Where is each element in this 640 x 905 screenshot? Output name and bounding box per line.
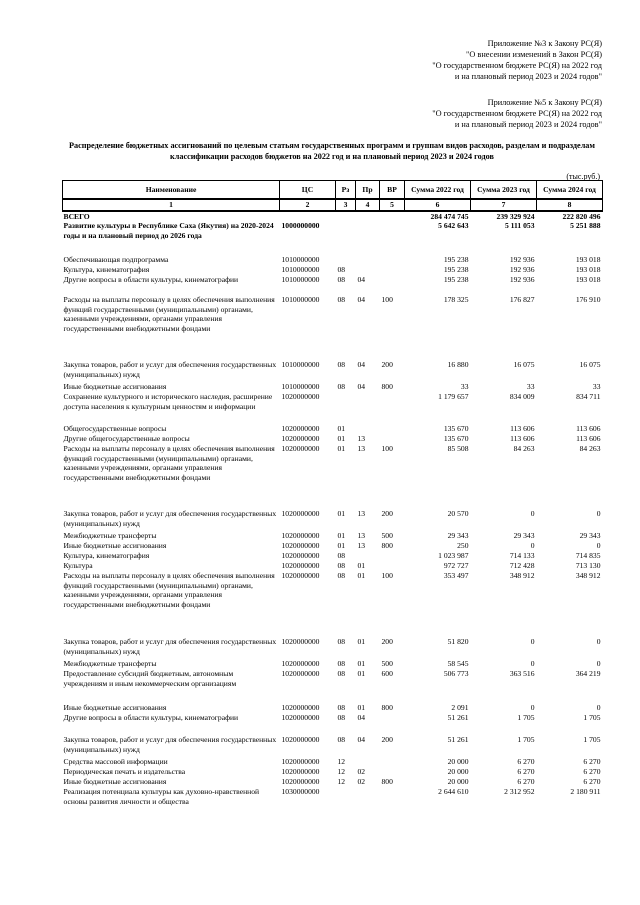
- row-sum-2023: 6 270: [517, 767, 535, 777]
- row-name: Закупка товаров, работ и услуг для обеспечения государственных (муниципальных) нужд: [63, 509, 277, 528]
- row-sum-2022: 178 325: [443, 295, 469, 305]
- table-row: [63, 541, 603, 551]
- row-vr: 200: [381, 637, 393, 647]
- appendix-line: и на плановый период 2023 и 2024 годов": [454, 120, 602, 129]
- row-sum-2022: 506 773: [443, 669, 469, 679]
- column-number: 2: [280, 199, 336, 211]
- row-rz: 08: [337, 265, 346, 275]
- row-sum-2023: 0: [530, 659, 535, 669]
- table-row: [63, 637, 603, 659]
- row-cs: 1020000000: [281, 713, 320, 723]
- row-name: Иные бюджетные ассигнования: [63, 777, 167, 787]
- row-rz: 08: [337, 275, 346, 285]
- table-row: [63, 255, 603, 265]
- row-cs: 1020000000: [281, 767, 320, 777]
- row-vr: [380, 255, 405, 265]
- row-rz: 08: [337, 637, 346, 647]
- row-cs: 1010000000: [281, 295, 320, 305]
- row-name: Периодическая печать и издательства: [63, 767, 186, 777]
- column-header: Пр: [356, 181, 380, 200]
- row-sum-2024: 0: [596, 541, 601, 551]
- row-name: Предоставление субсидий бюджетным, автономным учреждениям и иным некоммерческим организациям: [63, 669, 237, 688]
- table-row: [63, 265, 603, 275]
- column-number: 1: [63, 199, 280, 211]
- row-sum-2023: 1 705: [517, 713, 535, 723]
- row-sum-2024: 1 705: [583, 713, 601, 723]
- row-sum-2023: 239 329 924: [496, 211, 535, 221]
- row-cs: 1020000000: [281, 551, 320, 561]
- row-sum-2022: 250: [457, 541, 469, 551]
- row-sum-2024: 176 910: [575, 295, 601, 305]
- row-rz: 12: [337, 767, 346, 777]
- row-cs: 1010000000: [281, 265, 320, 275]
- row-name: Расходы на выплаты персоналу в целях обеспечения выполнения функций государственными (муниципальными) органами, казенными учреждениями, органами управления государственными внебюджетными фондами: [63, 295, 275, 333]
- appendix-line: Приложение №5 к Закону РС(Я): [487, 98, 602, 107]
- row-vr: [380, 221, 405, 255]
- table-row: [63, 211, 603, 222]
- row-rz: 08: [337, 703, 346, 713]
- row-pr: [356, 551, 380, 561]
- row-cs: 1020000000: [281, 434, 320, 444]
- row-sum-2023: 714 133: [509, 551, 535, 561]
- row-rz: [336, 787, 356, 809]
- row-rz: 08: [337, 382, 346, 392]
- appendix-line: Приложение №3 к Закону РС(Я): [487, 39, 602, 48]
- row-cs: 1020000000: [281, 444, 320, 454]
- row-rz: 12: [337, 757, 346, 767]
- row-sum-2023: 5 111 053: [504, 221, 535, 231]
- table-row: [63, 551, 603, 561]
- row-cs: 1020000000: [281, 637, 320, 647]
- row-name: Другие вопросы в области культуры, кинематографии: [63, 275, 239, 285]
- row-sum-2023: 29 343: [513, 531, 535, 541]
- row-sum-2024: 713 130: [575, 561, 601, 571]
- row-pr: 01: [357, 669, 366, 679]
- row-vr: [380, 211, 405, 222]
- row-sum-2024: 16 075: [579, 360, 601, 370]
- row-name: Развитие культуры в Республике Саха (Якутия) на 2020-2024 годы и на плановый период до 2026 года: [63, 221, 274, 240]
- row-pr: 01: [357, 703, 366, 713]
- row-sum-2024: 0: [596, 509, 601, 519]
- row-sum-2024: 348 912: [575, 571, 601, 581]
- row-vr: 600: [381, 669, 393, 679]
- row-rz: [336, 211, 356, 222]
- row-cs: 1020000000: [281, 703, 320, 713]
- row-rz: 08: [337, 659, 346, 669]
- row-sum-2022: 972 727: [443, 561, 469, 571]
- column-number: 4: [356, 199, 380, 211]
- row-pr: [356, 424, 380, 434]
- row-vr: 800: [381, 777, 393, 787]
- row-rz: 01: [337, 444, 346, 454]
- row-sum-2023: 6 270: [517, 777, 535, 787]
- row-pr: 04: [357, 295, 366, 305]
- row-cs: 1020000000: [281, 392, 320, 402]
- row-cs: 1020000000: [281, 509, 320, 519]
- column-number: 5: [380, 199, 405, 211]
- row-name: Межбюджетные трансферты: [63, 659, 157, 669]
- row-pr: 04: [357, 713, 366, 723]
- table-row: [63, 757, 603, 767]
- row-rz: 01: [337, 424, 346, 434]
- row-name: Культура, кинематография: [63, 551, 150, 561]
- row-name: Расходы на выплаты персоналу в целях обеспечения выполнения функций государственными (муниципальными) органами, казенными учреждениями, органами управления государственными внебюджетными фондами: [63, 571, 275, 609]
- row-cs: [280, 211, 336, 222]
- document-title: Распределение бюджетных ассигнований по целевым статьям государственных программ и группам видов расходов, разделам и подразделам классификации расходов бюджетов на 2022 год и на плановый период 2023 и 2024 годов: [69, 141, 595, 161]
- column-number-row: [63, 199, 603, 211]
- row-pr: 02: [357, 777, 366, 787]
- row-vr: [380, 787, 405, 809]
- row-sum-2022: 5 642 643: [438, 221, 469, 231]
- row-sum-2024: 364 219: [575, 669, 601, 679]
- row-vr: 200: [381, 735, 393, 745]
- row-vr: 100: [381, 295, 393, 305]
- row-pr: [356, 221, 380, 255]
- column-header: ЦС: [280, 181, 336, 200]
- row-sum-2022: 58 545: [447, 659, 469, 669]
- row-name: Межбюджетные трансферты: [63, 531, 157, 541]
- row-cs: 1020000000: [281, 571, 320, 581]
- row-sum-2024: 0: [596, 659, 601, 669]
- row-sum-2023: 192 936: [509, 255, 535, 265]
- row-rz: [336, 255, 356, 265]
- row-cs: 1020000000: [281, 424, 320, 434]
- row-sum-2023: 16 075: [513, 360, 535, 370]
- column-header: Наименование: [63, 181, 280, 200]
- row-sum-2024: 6 270: [583, 777, 601, 787]
- table-row: [63, 382, 603, 392]
- table-row: [63, 295, 603, 360]
- row-cs: 1010000000: [281, 275, 320, 285]
- row-vr: [380, 561, 405, 571]
- table-row: [63, 360, 603, 382]
- table-row: [63, 713, 603, 735]
- row-rz: 12: [337, 777, 346, 787]
- row-name: Иные бюджетные ассигнования: [63, 382, 167, 392]
- row-pr: 13: [357, 541, 366, 551]
- row-pr: 01: [357, 571, 366, 581]
- row-rz: 08: [337, 360, 346, 370]
- row-vr: 500: [381, 531, 393, 541]
- row-name: Сохранение культурного и исторического наследия, расширение доступа населения к культурным ценностям и информации: [63, 392, 273, 411]
- row-name: ВСЕГО: [63, 211, 90, 221]
- row-rz: 08: [337, 713, 346, 723]
- row-sum-2023: 1 705: [517, 735, 535, 745]
- row-sum-2022: 135 670: [443, 434, 469, 444]
- column-number: 3: [336, 199, 356, 211]
- row-pr: 13: [357, 531, 366, 541]
- row-rz: 08: [337, 561, 346, 571]
- row-vr: 800: [381, 541, 393, 551]
- appendix-5-header: [432, 97, 602, 130]
- row-sum-2024: 6 270: [583, 757, 601, 767]
- column-number: 6: [405, 199, 471, 211]
- row-sum-2023: 363 516: [509, 669, 535, 679]
- row-pr: [356, 392, 380, 424]
- row-vr: [380, 265, 405, 275]
- row-sum-2022: 1 179 657: [438, 392, 469, 402]
- row-pr: 13: [357, 444, 366, 454]
- row-rz: 08: [337, 669, 346, 679]
- row-sum-2022: 195 238: [443, 255, 469, 265]
- row-name: Другие вопросы в области культуры, кинематографии: [63, 713, 239, 723]
- row-sum-2022: 135 670: [443, 424, 469, 434]
- row-sum-2024: 33: [592, 382, 601, 392]
- row-sum-2024: 1 705: [583, 735, 601, 745]
- row-rz: 08: [337, 735, 346, 745]
- row-sum-2022: 2 091: [451, 703, 469, 713]
- row-cs: 1010000000: [281, 255, 320, 265]
- table-row: [63, 703, 603, 713]
- row-rz: 01: [337, 509, 346, 519]
- row-sum-2023: 192 936: [509, 275, 535, 285]
- row-sum-2023: 84 263: [513, 444, 535, 454]
- appendix-3-header: [432, 38, 602, 82]
- table-row: [63, 561, 603, 571]
- row-sum-2023: 712 428: [509, 561, 535, 571]
- row-sum-2022: 33: [460, 382, 469, 392]
- row-name: Иные бюджетные ассигнования: [63, 703, 167, 713]
- row-sum-2022: 195 238: [443, 275, 469, 285]
- column-number: 7: [471, 199, 537, 211]
- table-row: [63, 767, 603, 777]
- row-name: Реализация потенциала культуры как духовно-нравственной основы развития личности и общества: [63, 787, 260, 806]
- row-vr: 100: [381, 571, 393, 581]
- row-pr: 04: [357, 360, 366, 370]
- table-row: [63, 571, 603, 637]
- table-row: [63, 424, 603, 434]
- table-row: [63, 531, 603, 541]
- row-sum-2024: 113 606: [576, 434, 601, 444]
- row-rz: 01: [337, 541, 346, 551]
- row-vr: 500: [381, 659, 393, 669]
- row-rz: 01: [337, 434, 346, 444]
- row-sum-2024: 193 018: [575, 265, 601, 275]
- row-name: Культура, кинематография: [63, 265, 150, 275]
- row-sum-2024: 0: [596, 637, 601, 647]
- row-sum-2024: 84 263: [579, 444, 601, 454]
- row-sum-2023: 113 606: [510, 424, 535, 434]
- row-name: Закупка товаров, работ и услуг для обеспечения государственных (муниципальных) нужд: [63, 637, 277, 656]
- table-row: [63, 444, 603, 509]
- row-sum-2023: 192 936: [509, 265, 535, 275]
- row-sum-2023: 176 827: [509, 295, 535, 305]
- row-name: Обеспечивающая подпрограмма: [63, 255, 169, 265]
- row-vr: 800: [381, 703, 393, 713]
- row-vr: [380, 713, 405, 735]
- table-row: [63, 735, 603, 757]
- row-sum-2023: 113 606: [510, 434, 535, 444]
- row-cs: 1020000000: [281, 531, 320, 541]
- row-sum-2023: 834 009: [509, 392, 535, 402]
- row-sum-2022: 1 023 987: [438, 551, 469, 561]
- row-cs: 1020000000: [281, 669, 320, 679]
- row-pr: 01: [357, 637, 366, 647]
- row-sum-2022: 2 644 610: [438, 787, 469, 797]
- row-sum-2024: 5 251 888: [570, 221, 601, 231]
- row-cs: 1010000000: [281, 360, 320, 370]
- row-name: Другие общегосударственные вопросы: [63, 434, 190, 444]
- row-pr: [356, 265, 380, 275]
- appendix-line: и на плановый период 2023 и 2024 годов": [454, 72, 602, 81]
- row-rz: 01: [337, 531, 346, 541]
- row-name: Средства массовой информации: [63, 757, 168, 767]
- row-vr: [380, 275, 405, 295]
- row-sum-2023: 348 912: [509, 571, 535, 581]
- row-sum-2024: 193 018: [575, 275, 601, 285]
- unit-label: (тыс.руб.): [566, 172, 600, 181]
- table-row: [63, 509, 603, 531]
- row-rz: 08: [337, 295, 346, 305]
- row-cs: 1010000000: [281, 382, 320, 392]
- row-sum-2024: 0: [596, 703, 601, 713]
- column-header: Сумма 2024 год: [537, 181, 603, 200]
- row-sum-2022: 85 508: [447, 444, 469, 454]
- row-sum-2022: 51 261: [447, 713, 469, 723]
- row-cs: 1030000000: [281, 787, 320, 797]
- row-sum-2024: 29 343: [579, 531, 601, 541]
- row-pr: 01: [357, 561, 366, 571]
- row-sum-2022: 51 820: [447, 637, 469, 647]
- table-row: [63, 669, 603, 703]
- row-sum-2024: 113 606: [576, 424, 601, 434]
- row-pr: 13: [357, 434, 366, 444]
- table-row: [63, 787, 603, 809]
- row-name: Закупка товаров, работ и услуг для обеспечения государственных (муниципальных) нужд: [63, 360, 277, 379]
- row-cs: 1020000000: [281, 659, 320, 669]
- row-sum-2022: 20 570: [447, 509, 469, 519]
- column-header: Сумма 2022 год: [405, 181, 471, 200]
- table-row: [63, 392, 603, 424]
- row-pr: 04: [357, 735, 366, 745]
- row-sum-2024: 834 711: [576, 392, 601, 402]
- row-vr: [380, 434, 405, 444]
- row-pr: [356, 211, 380, 222]
- table-body: [63, 199, 603, 809]
- row-sum-2022: 29 343: [447, 531, 469, 541]
- row-rz: 08: [337, 551, 346, 561]
- table-row: [63, 275, 603, 295]
- row-sum-2022: 20 000: [447, 777, 469, 787]
- row-vr: [380, 767, 405, 777]
- row-vr: [380, 757, 405, 767]
- row-sum-2022: 195 238: [443, 265, 469, 275]
- table-row: [63, 434, 603, 444]
- column-number: 8: [537, 199, 603, 211]
- row-vr: [380, 551, 405, 561]
- row-rz: 08: [337, 571, 346, 581]
- row-pr: 13: [357, 509, 366, 519]
- row-sum-2024: 6 270: [583, 767, 601, 777]
- row-sum-2023: 2 312 952: [504, 787, 535, 797]
- row-sum-2022: 284 474 745: [430, 211, 469, 221]
- row-sum-2023: 6 270: [517, 757, 535, 767]
- row-name: Общегосударственные вопросы: [63, 424, 167, 434]
- table-row: [63, 221, 603, 255]
- row-sum-2023: 33: [526, 382, 535, 392]
- row-sum-2023: 0: [530, 703, 535, 713]
- row-name: Иные бюджетные ассигнования: [63, 541, 167, 551]
- row-pr: 02: [357, 767, 366, 777]
- appendix-line: "О государственном бюджете РС(Я) на 2022 год: [432, 109, 602, 118]
- column-header: ВР: [380, 181, 405, 200]
- row-sum-2024: 193 018: [575, 255, 601, 265]
- table-row: [63, 777, 603, 787]
- appendix-line: "О государственном бюджете РС(Я) на 2022 год: [432, 61, 602, 70]
- table-row: [63, 659, 603, 669]
- row-sum-2022: 16 880: [447, 360, 469, 370]
- row-vr: 200: [381, 509, 393, 519]
- appendix-line: "О внесении изменений в Закон РС(Я): [465, 50, 602, 59]
- row-sum-2024: 2 180 911: [570, 787, 601, 797]
- row-sum-2023: 0: [530, 509, 535, 519]
- row-cs: 1020000000: [281, 541, 320, 551]
- row-name: Расходы на выплаты персоналу в целях обеспечения выполнения функций государственными (муниципальными) органами, казенными учреждениями, органами управления государственными внебюджетными фондами: [63, 444, 275, 482]
- table-header: [63, 181, 603, 200]
- row-name: Культура: [63, 561, 93, 571]
- row-pr: 01: [357, 659, 366, 669]
- row-cs: 1020000000: [281, 777, 320, 787]
- row-vr: 200: [381, 360, 393, 370]
- row-rz: [336, 392, 356, 424]
- column-header: Сумма 2023 год: [471, 181, 537, 200]
- row-pr: [356, 757, 380, 767]
- row-rz: [336, 221, 356, 255]
- row-sum-2022: 51 261: [447, 735, 469, 745]
- row-name: Закупка товаров, работ и услуг для обеспечения государственных (муниципальных) нужд: [63, 735, 277, 754]
- row-sum-2023: 0: [530, 637, 535, 647]
- row-sum-2023: 0: [530, 541, 535, 551]
- row-pr: 04: [357, 382, 366, 392]
- row-pr: [356, 787, 380, 809]
- row-vr: 100: [381, 444, 393, 454]
- row-sum-2024: 714 835: [575, 551, 601, 561]
- row-vr: 800: [381, 382, 393, 392]
- column-header: Рз: [336, 181, 356, 200]
- row-cs: 1020000000: [281, 735, 320, 745]
- row-sum-2022: 20 000: [447, 757, 469, 767]
- row-pr: [356, 255, 380, 265]
- row-vr: [380, 424, 405, 434]
- row-cs: 1000000000: [281, 221, 320, 231]
- row-vr: [380, 392, 405, 424]
- budget-table: [62, 180, 603, 809]
- row-pr: 04: [357, 275, 366, 285]
- row-cs: 1020000000: [281, 561, 320, 571]
- row-cs: 1020000000: [281, 757, 320, 767]
- row-sum-2022: 353 497: [443, 571, 469, 581]
- row-sum-2022: 20 000: [447, 767, 469, 777]
- row-sum-2024: 222 820 496: [562, 211, 601, 221]
